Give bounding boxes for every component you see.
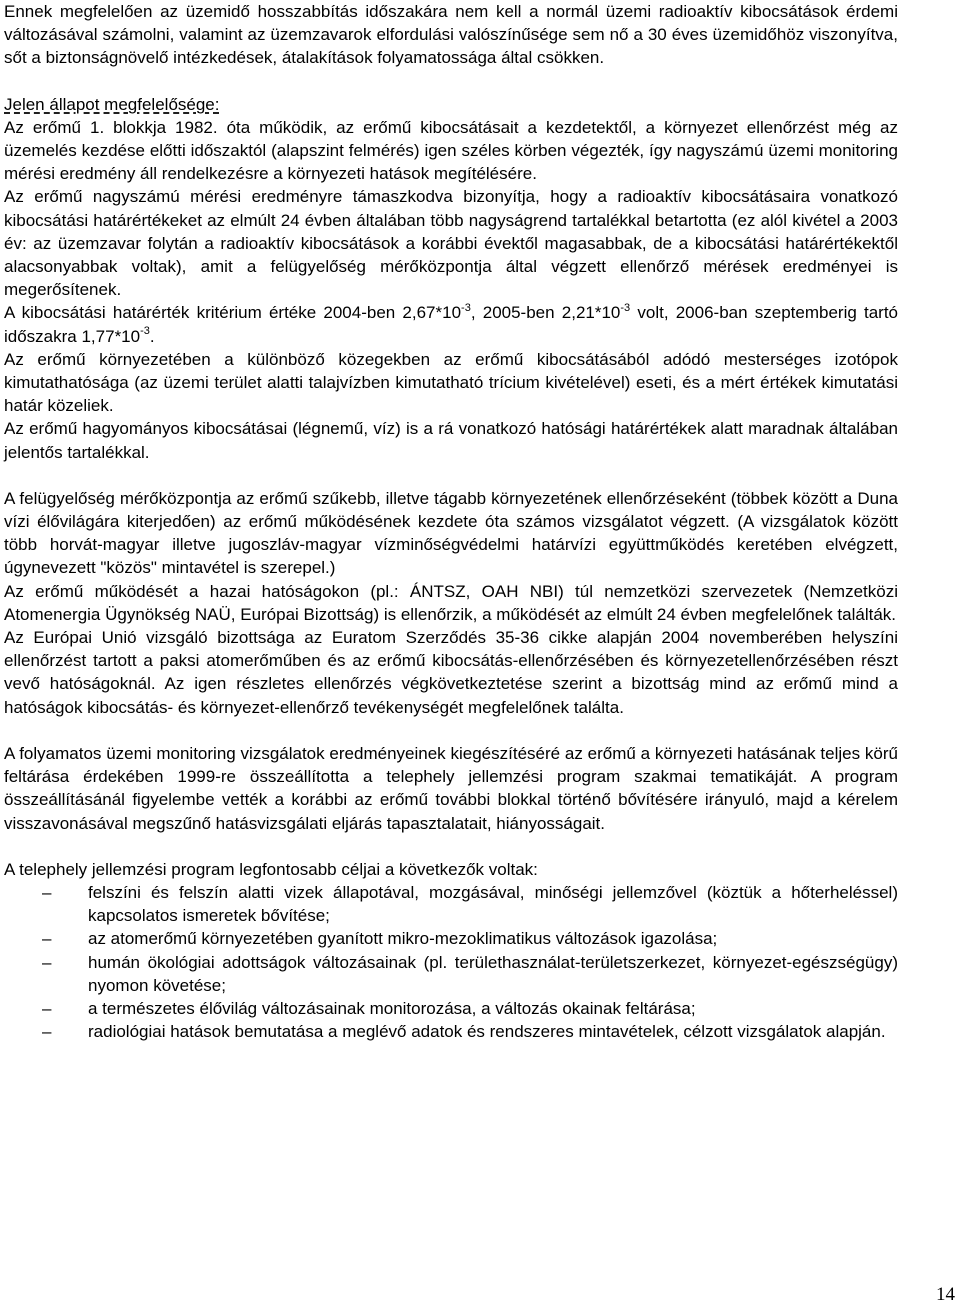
list-item: – humán ökológiai adottságok változásainak (pl. területhasználat-területszerkezet, környezet-egészségügy) nyomon követése; <box>42 952 898 995</box>
paragraph-limit-values: A kibocsátási határérték kritérium értéke 2004-ben $2,67*10^{-3}$, 2005-ben $2,21*10^{-3}$ volt, 2006-ban szeptemberig tartó időszakra $1,77*10^{-3}$. <box>4 301 899 346</box>
list-item: – a természetes élővilág változásainak monitorozása, a változás okainak feltárása; <box>4 997 898 1020</box>
paragraph-isotopes: Az erőmű környezetében a különböző közegekben az erőmű kibocsátásából adódó mesterséges izotópok kimutathatósága (az üzemi terület alatti talajvízben kimutatható trícium kivételével) eseti, és a mért értékek kimutatási határ közeliek. <box>4 349 898 416</box>
spacer <box>4 70 898 93</box>
dash-bullet: – <box>42 882 52 902</box>
section-heading: Jelen állapot megfelelősége: <box>4 94 220 114</box>
paragraph-emissions-limits: Az erőmű nagyszámú mérési eredményre támaszkodva bizonyítja, hogy a radioaktív kibocsátásaira vonatkozó kibocsátási határértékeket az elmúlt 24 évben általában több nagyságrend tartalékkal betartotta (ez alól kivétel a 2003 év: az üzemzavar folytán a radioaktív kibocsátások a korábbi évektől magasabbak, de a kibocsátási határértékektől alacsonyabbak voltak), amit a felügyelőség mérőközpontja által végzett ellenőrző mérések eredményei is megerősítenek. <box>4 187 898 300</box>
paragraph-unit1: Az erőmű 1. blokkja 1982. óta működik, az erőmű kibocsátásait a kezdetektől, a környezet ellenőrzést még az üzemelés kezdése előtti időszaktól (alapszint felmérés) igen széles körben végezték, így nagyszámú üzemi monitoring mérési eredmény áll rendelkezésre a környezeti hatások megítélésére. <box>4 117 898 184</box>
dash-bullet: – <box>42 929 52 949</box>
paragraph-goals-intro: A telephely jellemzési program legfontosabb céljai a következők voltak: <box>4 859 538 879</box>
list-item: – radiológiai hatások bemutatása a meglévő adatok és rendszeres mintavételek, célzott vizsgálatok alapján. <box>4 1020 898 1043</box>
paragraph-authorities: Az erőmű működését a hazai hatóságokon (pl.: ÁNTSZ, OAH NBI) túl nemzetközi szervezetek (Nemzetközi Atomenergia Ügynökség NAÜ, Európai Bizottság) is ellenőrzik, a működését az elmúlt 24 évben megfelelőnek találták. <box>4 581 898 624</box>
spacer <box>4 464 898 487</box>
document-body <box>4 0 898 1043</box>
spacer <box>4 835 898 858</box>
dash-bullet: – <box>42 998 52 1018</box>
paragraph-conventional-emissions: Az erőmű hagyományos kibocsátásai (légnemű, víz) is a rá vonatkozó hatósági határértékek alatt maradnak általában jelentős tartalékkal. <box>4 419 898 462</box>
spacer <box>4 719 898 742</box>
dash-bullet: – <box>42 1022 52 1042</box>
list-item: – az atomerőmű környezetében gyanított mikro-mezoklimatikus változások igazolása; <box>4 927 898 950</box>
paragraph-intro: Ennek megfelelően az üzemidő hosszabbítás időszakára nem kell a normál üzemi radioaktív kibocsátások érdemi változásával számolni, valamint az üzemzavarok elfordulási valószínűsége sem nő a 30 éves üzemidőhöz viszonyítva, sőt a biztonságnövelő intézkedések, átalakítások folyamatossága által csökken. <box>4 2 898 68</box>
goals-list <box>4 881 898 1043</box>
paragraph-inspectorate: A felügyelőség mérőközpontja az erőmű szűkebb, illetve tágabb környezetének ellenőrzéseként (többek között a Duna vízi élővilágára kiterjedően) az erőmű működésének kezdete óta számos vizsgálatot végzett. (A vizsgálatok között több horvát-magyar illetve jugoszláv-magyar vízminőségvédelmi határvízi együttműködés keretében elvégzett, úgynevezett "közös" mintavétel is szerepel.) <box>4 488 898 578</box>
paragraph-eu-commission: Az Európai Unió vizsgáló bizottsága az Euratom Szerződés 35-36 cikke alapján 2004 novemberében helyszíni ellenőrzést tartott a paksi atomerőműben és az erőmű kibocsátás-ellenőrzésében és környezetellenőrzésében részt vevő hatóságoknál. Az igen részletes ellenőrzés végkövetkeztetése szerint a bizottság mind az erőmű mind a hatóságok kibocsátás- és környezet-ellenőrző tevékenységét megfelelőnek találta. <box>4 628 898 717</box>
dash-bullet: – <box>42 952 52 972</box>
paragraph-monitoring: A folyamatos üzemi monitoring vizsgálatok eredményeinek kiegészítéséré az erőmű a környezeti hatásának teljes körű feltárása érdekében 1999-re összeállította a telephely jellemzési program szakmai tematikáját. A program összeállításánál figyelembe vették a korábbi az erőmű további blokkal történő bővítésére irányuló, majd a kérelem visszavonásával megszűnő hatásvizsgálati eljárás tapasztalatait, hiányosságait. <box>4 743 898 833</box>
list-item: – felszíni és felszín alatti vizek állapotával, mozgásával, minőségi jellemzővel (köztük a hőterheléssel) kapcsolatos ismeretek bővítése; <box>42 882 898 926</box>
page-number: 14 <box>936 1284 955 1305</box>
